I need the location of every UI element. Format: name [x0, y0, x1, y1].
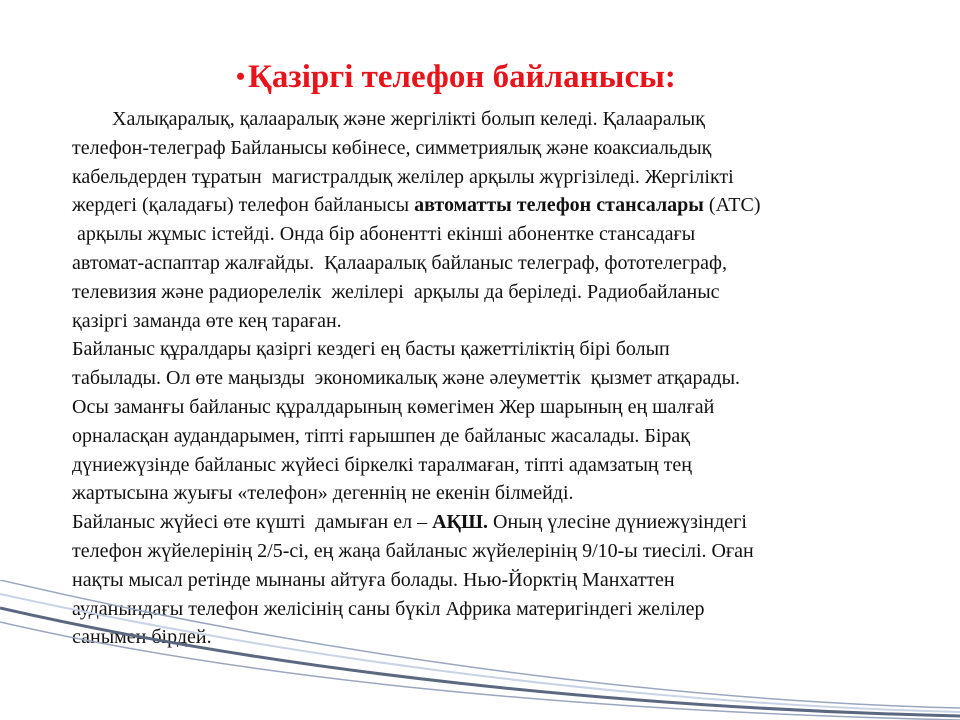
body-line	[72, 623, 932, 652]
body-text-segment: дүниежүзінде байланыс жүйесі біркелкі таралмаған, тіпті адамзатың тең	[72, 453, 692, 476]
body-line	[72, 479, 932, 508]
body-line	[72, 422, 932, 451]
body-line	[72, 508, 932, 537]
body-line	[72, 163, 932, 192]
body-text-segment: (АТС)	[703, 194, 761, 217]
body-line	[72, 595, 932, 624]
body-line	[72, 307, 932, 336]
body-text-segment: нақты мысал ретінде мынаны айтуға болады. Нью-Йорктің Манхаттен	[72, 568, 675, 591]
slide-body-text	[72, 105, 932, 652]
body-text-segment: орналасқан аудандарымен, тіпті ғарышпен де байланыс жасалады. Бірақ	[72, 424, 691, 447]
body-text-segment: Оның үлесіне дүниежүзіндегі	[488, 511, 747, 534]
body-text-segment: Байланыс жүйесі өте күшті дамыған ел –	[72, 511, 433, 534]
body-bold-text: автоматты телефон стансалары	[414, 194, 704, 217]
body-text-segment: телефон-телеграф Байланысы көбінесе, симметриялық және коаксиальдық	[72, 136, 712, 159]
title-bullet: •	[236, 62, 246, 91]
body-text-segment: қазіргі заманда өте кең тараған.	[72, 309, 342, 332]
body-line	[72, 335, 932, 364]
body-text-segment: санымен бірдей.	[72, 626, 212, 649]
body-line	[72, 220, 932, 249]
body-line	[72, 566, 932, 595]
body-text-segment: жартысына жуығы «телефон» дегеннің не екенін білмейді.	[72, 482, 574, 505]
body-bold-text: АҚШ.	[432, 511, 489, 534]
body-line	[72, 278, 932, 307]
body-text-segment: табылады. Ол өте маңызды экономикалық және әлеуметтік қызмет атқарады.	[72, 367, 741, 390]
body-line	[72, 451, 932, 480]
body-line	[72, 364, 932, 393]
body-line	[72, 105, 932, 134]
body-text-segment: Халықаралық, қалааралық және жергілікті болып келеді. Қалааралық	[72, 108, 705, 130]
body-text-segment: Осы заманғы байланыс құралдарының көмегімен Жер шарының ең шалғай	[72, 395, 715, 418]
slide-title	[236, 55, 676, 99]
body-text-segment: кабельдерден тұратын магистралдық желілер арқылы жүргізіледі. Жергілікті	[72, 165, 734, 188]
title-text: Қазіргі телефон байланысы:	[248, 59, 676, 95]
body-text-segment: жердегі (қаладағы) телефон байланысы	[72, 194, 415, 217]
body-line	[72, 249, 932, 278]
body-line	[72, 537, 932, 566]
body-text-segment: ауданындағы телефон желісінің саны бүкіл Африка материгіндегі желілер	[72, 597, 705, 620]
body-text-segment: телевизия және радиорелелік желілері арқылы да беріледі. Радиобайланыс	[72, 280, 720, 303]
body-line	[72, 134, 932, 163]
body-line	[72, 393, 932, 422]
body-text-segment: телефон жүйелерінің 2/5-сі, ең жаңа байланыс жүйелерінің 9/10-ы тиесілі. Оған	[72, 539, 754, 562]
body-line	[72, 191, 932, 220]
body-text-segment: автомат-аспаптар жалғайды. Қалааралық байланыс телеграф, фототелеграф,	[72, 251, 727, 274]
body-text-segment: арқылы жұмыс істейді. Онда бір абонентті екінші абонентке стансадағы	[72, 223, 696, 246]
body-text-segment: Байланыс құралдары қазіргі кездегі ең басты қажеттіліктің бірі болып	[72, 338, 670, 361]
